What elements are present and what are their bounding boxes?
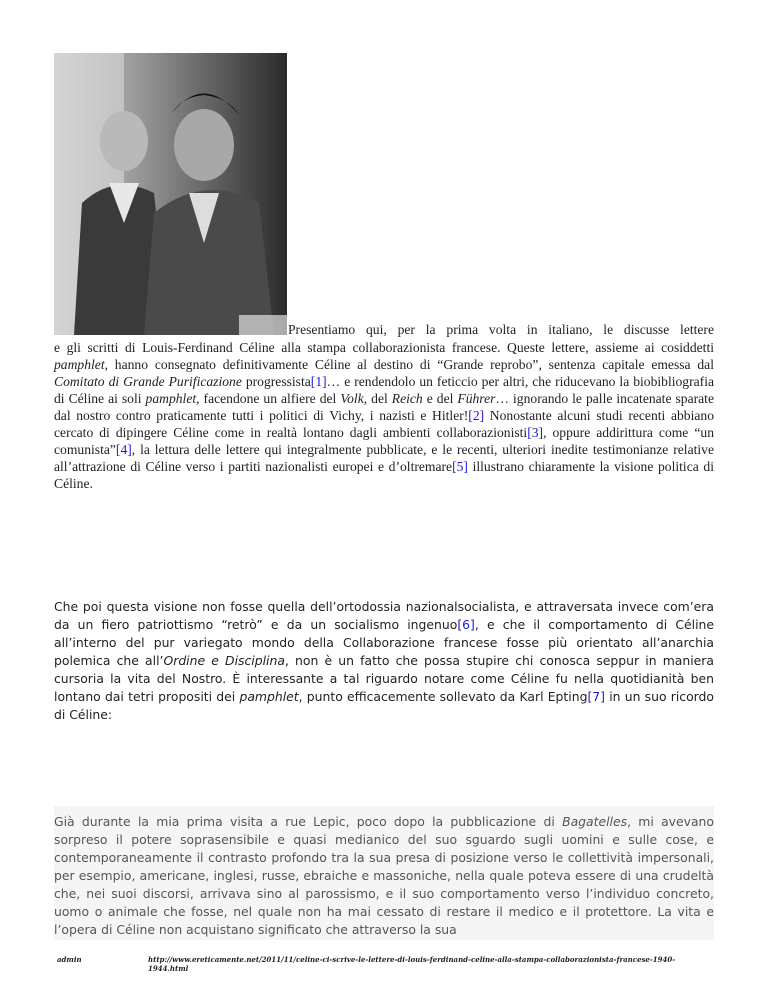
footnote-link-6[interactable]: [6] (457, 617, 475, 632)
footer-url[interactable]: http://www.ereticamente.net/2011/11/celine-ci-scrive-le-lettere-di-louis-ferdinand-celine-alla-stampa-collaborazionista-francese-1940-1944.html (148, 955, 676, 973)
page-footer (54, 951, 714, 973)
footnote-link-5[interactable]: [5] (452, 459, 468, 474)
quote-text: Già durante la mia prima visita a rue Lepic, poco dopo la pubblicazione di Bagatelles, mi avevano sorpreso il potere soprasensibile e quasi medianico del suo sguardo sugli uomini e sulle cose, e contemporaneamente il contrasto profondo tra la sua presa di posizione verso le collettività impersonali, per esempio, americane, inglesi, russe, ebraiche e massoniche, nella quale poteva essere di una crudeltà che, nei suoi discorsi, arrivava sino al parossismo, e il suo comportamento verso l’individuo concreto, uomo o animale che fosse, nel quale non ha mai cessato di restare il medico e il protettore. La vita e l’opera di Céline non acquistano significato che attraverso la sua (54, 814, 714, 937)
intro-paragraph: e gli scritti di Louis-Ferdinand Céline alla stampa collaborazionista francese. Queste lettere, assieme ai cosiddetti pamphlet, hanno consegnato definitivamente Céline al destino di “Grande reprobo”, sentenza capitale emessa dal Comitato di Grande Purificazione progressista[1]… e rendendolo un feticcio per altri, che riducevano la biobibliografia di Céline ai soli pamphlet, facendone un alfiere del Volk, del Reich e del Führer… ignorando le palle incatenate sparate dal nostro contro praticamente tutti i politici di Vichy, i nazisti e Hitler![2] Nonostante alcuni studi recenti abbiano cercato di dipingere Céline come in realtà lontano dagli ambienti collaborazionisti[3], oppure addirittura come “un comunista”[4], la lettura delle lettere qui integralmente pubblicate, e le recenti, ulteriori inedite testimonianze relative all’attrazione di Céline verso i partiti nazionalisti europei e d’oltremare[5] illustrano chiaramente la visione politica di Céline. (54, 340, 715, 491)
intro-first-line: Presentiamo qui, per la prima volta in italiano, le discusse lettere (288, 322, 714, 337)
footnote-link-1[interactable]: [1] (310, 374, 327, 389)
footnote-link-3[interactable]: [3] (527, 425, 544, 440)
epting-quote-block (54, 806, 714, 940)
footnote-link-7[interactable]: [7] (587, 689, 605, 704)
photo-icon (54, 53, 287, 335)
footer-author: admin (57, 955, 82, 964)
footnote-link-2[interactable]: [2] (468, 408, 485, 423)
portrait-photo (54, 53, 287, 335)
second-paragraph: Che poi questa visione non fosse quella dell’ortodossia nazionalsocialista, e attraversata invece com’era da un fiero patriottismo “retrò” e da un socialismo ingenuo[6], e che il comportamento di Céline all’interno del pur variegato mondo della Collaborazione francese fosse più orientato all’anarchia polemica che all’Ordine e Disciplina, non è un fatto che possa stupire chi conosca seppur in maniera cursoria la vita del Nostro. È interessante a tal riguardo notare come Céline fu nella quotidianità ben lontano dai tetri propositi dei pamphlet, punto efficacemente sollevato da Karl Epting[7] in un suo ricordo di Céline: (54, 599, 714, 722)
footnote-link-4[interactable]: [4] (115, 442, 132, 457)
